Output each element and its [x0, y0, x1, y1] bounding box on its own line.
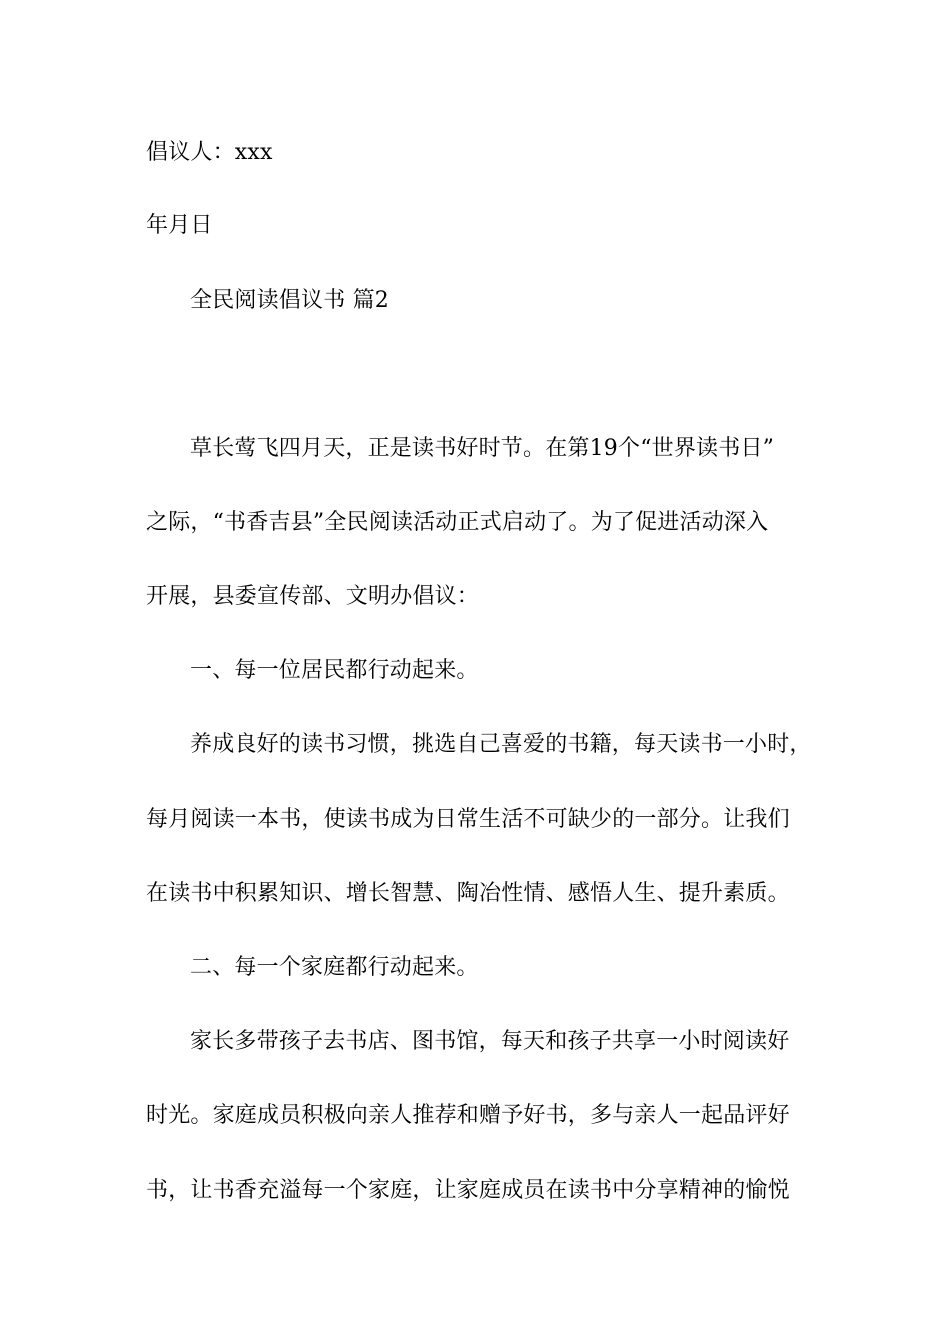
paragraph-line: 家长多带孩子去书店、图书馆，每天和孩子共享一小时阅读好: [190, 1029, 790, 1054]
item-heading: 一、每一位居民都行动起来。: [190, 658, 479, 683]
paragraph-line: 在读书中积累知识、增长智慧、陶冶性情、感悟人生、提升素质。: [146, 881, 790, 906]
paragraph-line: 之际，“书香吉县”全民阅读活动正式启动了。为了促进活动深入: [146, 510, 769, 535]
proposer-line: 倡议人：xxx: [146, 140, 273, 165]
item-heading: 二、每一个家庭都行动起来。: [190, 955, 479, 980]
section-title: 全民阅读倡议书 篇2: [190, 288, 389, 313]
paragraph-line: 草长莺飞四月天，正是读书好时节。在第19个“世界读书日”: [190, 436, 775, 461]
paragraph-line: 时光。家庭成员积极向亲人推荐和赠予好书，多与亲人一起品评好: [146, 1103, 790, 1128]
paragraph-line: 养成良好的读书习惯，挑选自己喜爱的书籍，每天读书一小时，: [190, 732, 812, 757]
date-line: 年月日: [146, 213, 213, 238]
paragraph-line: 每月阅读一本书，使读书成为日常生活不可缺少的一部分。让我们: [146, 807, 790, 832]
paragraph-line: 书，让书香充溢每一个家庭，让家庭成员在读书中分享精神的愉悦: [146, 1178, 790, 1203]
paragraph-line: 开展，县委宣传部、文明办倡议：: [146, 584, 480, 609]
